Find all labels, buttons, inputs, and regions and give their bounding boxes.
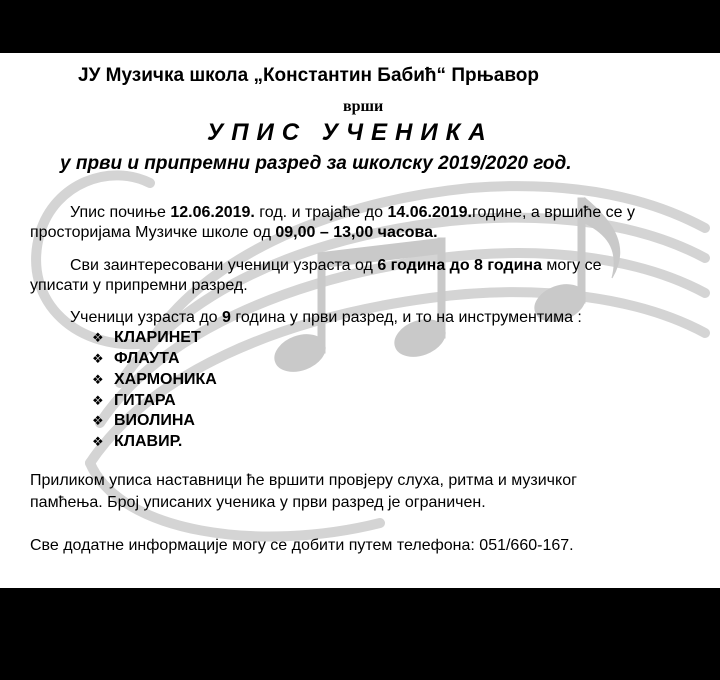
contact-info: Све додатне информације могу се добити путем телефона: 051/660-167. <box>30 537 574 554</box>
p1-period: . <box>433 224 438 241</box>
subheadline: у први и припремни разред за школску 2019/2020 год. <box>60 153 572 174</box>
diamond-bullet-icon: ❖ <box>92 413 104 428</box>
p2-text-b: могу се <box>541 257 602 274</box>
preparatory-age-range: 6 година до 8 година <box>377 257 542 274</box>
paragraph3-line1 <box>70 308 582 328</box>
diamond-bullet-icon: ❖ <box>92 434 104 449</box>
instrument-label: КЛАВИР. <box>114 433 183 450</box>
instrument-label: ГИТАРА <box>114 392 176 409</box>
paragraph4-line2: памћења. Број уписаних ученика у први разред је ограничен. <box>30 494 486 511</box>
instrument-item <box>92 391 176 411</box>
diamond-bullet-icon: ❖ <box>92 330 104 345</box>
p1-text-a: Упис почиње <box>70 204 171 221</box>
school-name: ЈУ Музичка школа „Константин Бабић“ Прњавор <box>78 65 540 86</box>
p2-text-a: Сви заинтересовани ученици узраста од <box>70 257 378 274</box>
headline: УПИС УЧЕНИКА <box>207 119 494 146</box>
diamond-bullet-icon: ❖ <box>92 351 104 366</box>
instrument-item <box>92 432 182 452</box>
instrument-label: ВИОЛИНА <box>114 412 195 429</box>
enrollment-start-date: 12.06.2019. <box>170 204 255 221</box>
instrument-label: ХАРМОНИКА <box>114 371 217 388</box>
first-grade-age: 9 <box>222 309 231 326</box>
p1-text-d: просторијама Музичке школе од <box>30 224 276 241</box>
diamond-bullet-icon: ❖ <box>92 393 104 408</box>
paragraph1-line1 <box>70 203 635 223</box>
p3-text-a: Ученици узраста до <box>70 309 223 326</box>
instrument-item <box>92 370 217 390</box>
instrument-label: ФЛАУТА <box>114 350 180 367</box>
p3-text-b: година у први разред, и то на инструментима : <box>230 309 582 326</box>
paragraph2-line2: уписати у припремни разред. <box>30 277 248 294</box>
diamond-bullet-icon: ❖ <box>92 372 104 387</box>
working-hours: 09,00 – 13,00 часова <box>275 224 434 241</box>
paragraph2-line1 <box>70 256 602 276</box>
instrument-label: КЛАРИНЕТ <box>114 329 201 346</box>
p1-text-c: године, а вршиће се у <box>471 204 636 221</box>
instrument-item <box>92 349 180 369</box>
instrument-item <box>92 328 201 348</box>
enrollment-end-date: 14.06.2019. <box>387 204 472 221</box>
notice-content <box>0 53 720 588</box>
paragraph4-line1: Приликом уписа наставници ће вршити провјеру слуха, ритма и музичког <box>30 472 577 489</box>
notice-page <box>0 53 720 588</box>
instrument-item <box>92 411 195 431</box>
p1-text-b: год. и трајаће до <box>254 204 388 221</box>
verb-label: врши <box>343 98 384 115</box>
paragraph1-line2 <box>30 223 438 243</box>
